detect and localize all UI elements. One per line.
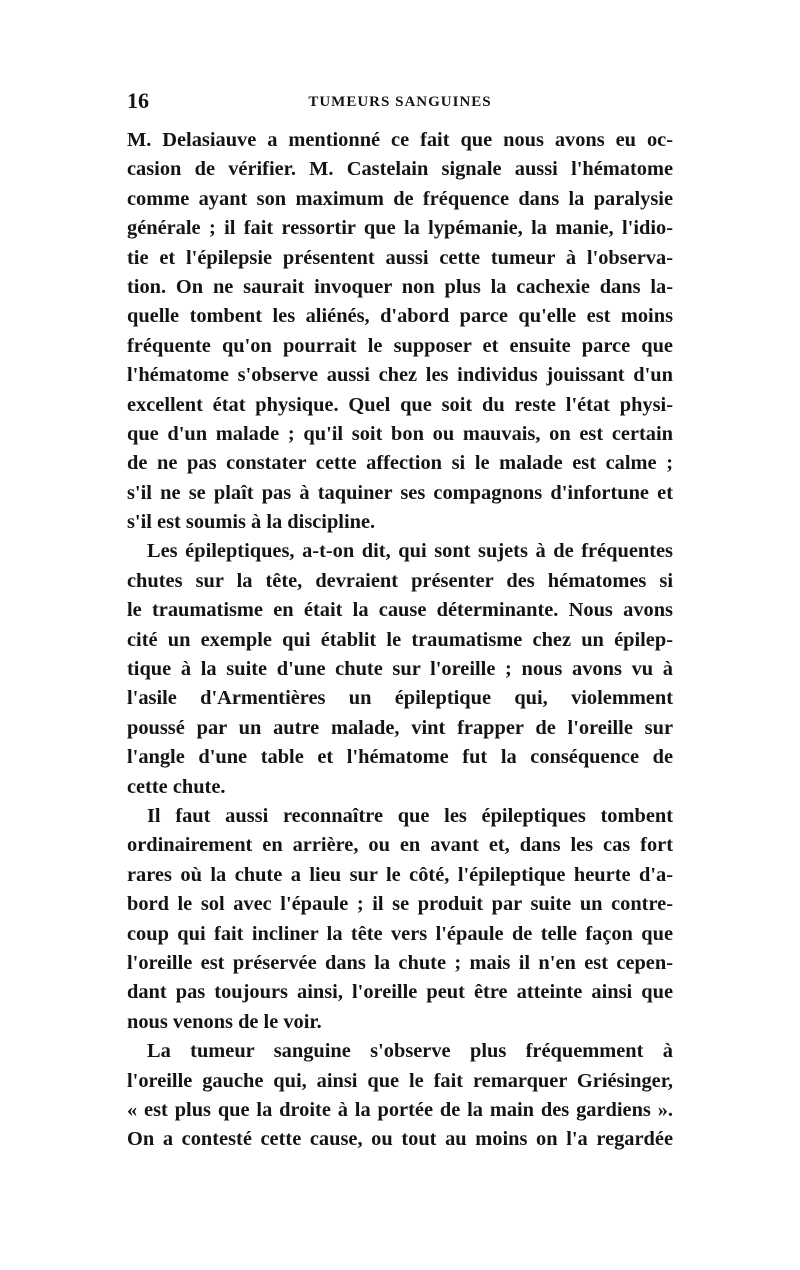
text-line: ordinairement en arrière, ou en avant et, dans les cas fort [127, 834, 673, 857]
text-line: On a contesté cette cause, ou tout au moins on l'a regardée [127, 1128, 673, 1151]
text-line: l'hématome s'observe aussi chez les individus jouissant d'un [127, 364, 673, 387]
text-line: Les épileptiques, a-t-on dit, qui sont sujets à de fréquentes [147, 540, 673, 563]
text-line: l'oreille est préservée dans la chute ; mais il n'en est cepen- [127, 951, 673, 974]
text-line: « est plus que la droite à la portée de la main des gardiens ». [127, 1098, 673, 1121]
text-line: chutes sur la tête, devraient présenter des hématomes si [127, 569, 673, 592]
text-line: poussé par un autre malade, vint frapper de l'oreille sur [127, 716, 673, 739]
text-line: quelle tombent les aliénés, d'abord parce qu'elle est moins [127, 305, 673, 328]
text-line: cette chute. [127, 775, 226, 798]
text-line: rares où la chute a lieu sur le côté, l'épileptique heurte d'a- [127, 863, 673, 886]
text-line: dant pas toujours ainsi, l'oreille peut être atteinte ainsi que [127, 981, 673, 1004]
text-line: cité un exemple qui établit le traumatisme chez un épilep- [127, 628, 673, 651]
text-line: Il faut aussi reconnaître que les épileptiques tombent [147, 804, 673, 827]
text-line: comme ayant son maximum de fréquence dans la paralysie [127, 187, 673, 210]
text-line: excellent état physique. Quel que soit du reste l'état physi- [127, 393, 673, 416]
text-line: l'asile d'Armentières un épileptique qui, violemment [127, 687, 673, 710]
text-line: le traumatisme en était la cause déterminante. Nous avons [127, 599, 673, 622]
text-line: s'il ne se plaît pas à taquiner ses compagnons d'infortune et [127, 481, 673, 504]
text-line: coup qui fait incliner la tête vers l'épaule de telle façon que [127, 922, 673, 945]
text-line: tique à la suite d'une chute sur l'oreille ; nous avons vu à [127, 658, 673, 681]
text-line: fréquente qu'on pourrait le supposer et ensuite parce que [127, 334, 673, 357]
page-number: 16 [127, 88, 149, 113]
running-head: TUMEURS SANGUINES [308, 94, 492, 110]
text-line: que d'un malade ; qu'il soit bon ou mauvais, on est certain [127, 422, 673, 445]
text-line: s'il est soumis à la discipline. [127, 511, 376, 534]
text-line: bord le sol avec l'épaule ; il se produit par suite un contre- [127, 893, 673, 916]
text-line: La tumeur sanguine s'observe plus fréquemment à [147, 1040, 673, 1063]
text-line: casion de vérifier. M. Castelain signale aussi l'hématome [127, 158, 673, 181]
text-line: l'angle d'une table et l'hématome fut la conséquence de [127, 746, 673, 769]
text-line: nous venons de le voir. [127, 1010, 322, 1033]
text-line: de ne pas constater cette affection si le malade est calme ; [127, 452, 673, 475]
text-line: M. Delasiauve a mentionné ce fait que nous avons eu oc- [127, 129, 673, 151]
text-line: tion. On ne saurait invoquer non plus la cachexie dans la- [127, 275, 673, 298]
text-line: tie et l'épilepsie présentent aussi cette tumeur à l'observa- [127, 246, 673, 269]
text-line: générale ; il fait ressortir que la lypémanie, la manie, l'idio- [127, 217, 673, 240]
page-header [127, 86, 673, 116]
text-line: l'oreille gauche qui, ainsi que le fait remarquer Griésinger, [127, 1069, 673, 1092]
body-text [127, 126, 673, 1155]
